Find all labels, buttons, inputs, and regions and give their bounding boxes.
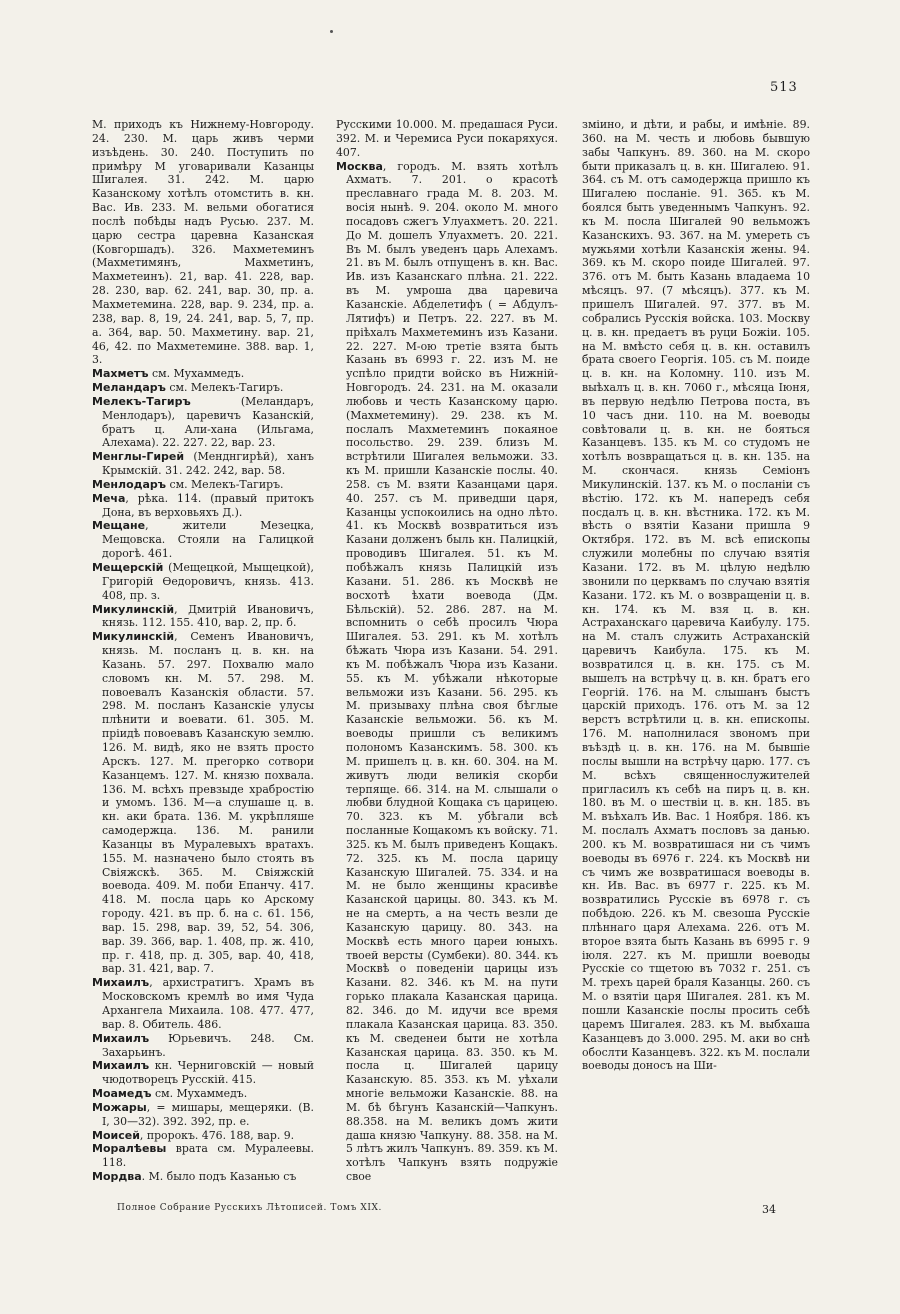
entry-headword: Мордва — [92, 1170, 142, 1184]
index-entry — [336, 118, 558, 160]
page-number: 513 — [770, 80, 798, 95]
index-entry — [92, 118, 314, 367]
index-entry — [92, 1101, 314, 1129]
entry-text: . М. было подъ Казанью съ — [141, 1170, 297, 1184]
entry-text: (Меландаръ, Менлодаръ), царевичъ Казанскій, братъ ц. Али-хана (Ильгама, Алехама). 22. 227. 22, вар. 23. — [102, 394, 314, 450]
index-entry — [336, 160, 558, 1184]
entry-text: Юрьевичъ. 248. См. Захарьинъ. — [102, 1031, 314, 1059]
column-3 — [582, 118, 810, 1198]
entry-headword: Менлодаръ — [92, 477, 167, 491]
entry-headword: Моамедъ — [92, 1087, 152, 1101]
entry-headword: Михаилъ — [92, 1031, 150, 1045]
index-entry — [92, 1142, 314, 1170]
entry-text: см. Мухаммедъ. — [148, 367, 245, 381]
entry-text: , городъ. М. взять хотѣлъ Ахматъ. 7. 201. о красотѣ преславнаго града М. 8. 203. М. восія нынѣ. 9. 204. около М. много посадовъ сжегъ Улуахметъ. 20. 221. До М. дошелъ Улуахметъ. 20. 221. Въ М. былъ уведенъ царь Алехамъ. 21. въ М. былъ отпущенъ в. кн. Вас. Ив. изъ Казанскаго плѣна. 21. 222. въ М. умроша два царевича Казанскіе. Абделетифъ ( = Абдулъ-Лятифъ) и Петръ. 22. 227. въ М. пріѣхалъ Махметеминъ изъ Казани. 22. 227. М-ою третіе взята быть Казань въ 6993 г. 22. изъ М. не успѣло придти войско въ Нижній-Новгородъ. 24. 231. на М. оказали любовь и честь Казанскому царю. (Махметемину). 29. 238. къ М. послалъ Махметеминъ покаяное посольство. 29. 239. близъ М. встрѣтили Шигалея вельможи. 33. къ М. пришли Казанскіе послы. 40. 258. съ М. взяти Казанцами царя. 40. 257. съ М. приведши царя, Казанцы успокоились на одно лѣто. 41. къ Москвѣ возвратиться изъ Казани долженъ быль кн. Палицкій, проводивъ Шигалея. 51. къ М. побѣжалъ князь Палицкій изъ Казани. 51. 286. къ Москвѣ не восхотѣ ѣхати воевода (Дм. Бѣльскій). 52. 286. 287. на М. вспомнить о себѣ просилъ Чюра Шигалея. 53. 291. къ М. хотѣлъ бѣжать Чюра изъ Казани. 54. 291. къ М. побѣжалъ Чюра изъ Казани. 55. къ М. убѣжали нѣкоторые вельможи изъ Казани. 56. 295. къ М. призываху плѣна своя бѣглые Казанскіе вельможи. 56. къ М. воеводы пришли съ великимъ полономъ Казанскимъ. 58. 300. къ М. пришелъ ц. в. кн. 60. 304. на М. живутъ люди великія скорби терпяще. 66. 314. на М. слышали о любви блудной Кощака съ царицею. 70. 323. къ М. убѣгали всѣ посланные Кощакомъ къ войску. 71. 325. къ М. былъ приведенъ Кощакъ. 72. 325. къ М. посла царицу Казанскую Шигалей. 75. 334. и на М. не было женщины красивѣе Казанской царицы. 80. 343. къ М. не на смерть, а на честь везли де Казанскую царицу. 80. 343. на Москвѣ есть много цареи юныхъ. твоей версты (Сумбеки). 80. 344. къ Москвѣ о поведеніи царицы изъ Казани. 82. 346. къ М. на пути горько плакала Казанская царица. 82. 346. до М. идучи все время плакала Казанская царица. 83. 350. къ М. сведенеи быти не хотѣла Казанская царица. 83. 350. къ М. посла ц. Шигалей царицу Казанскую. 85. 353. къ М. уѣхали многіе вельможи Казанскіе. 88. на М. бѣ бѣгунъ Казанскій—Чапкунъ. 88.358. на М. великъ домъ жити даша князю Чапкуну. 88. 358. на М. 5 лѣтъ жилъ Чапкунъ. 89. 359. къ М. хотѣлъ Чапкунъ взять подружіе свое — [346, 159, 558, 1184]
entry-headword: Мещерскій — [92, 561, 164, 574]
entry-text: (Мещецкой, Мыщецкой), Григорій Ѳедоровичъ, князь. 413. 408, пр. з. — [102, 561, 314, 602]
index-entry — [92, 1087, 314, 1101]
entry-headword: Меландаръ — [92, 381, 166, 395]
entry-text: зміино, и дѣти, и рабы, и имѣніе. 89. 360. на М. честь и любовь бывшую забы Чапкунъ. 89. 360. на М. скоро быти приказалъ ц. в. кн. Шигалею. 91. 364. съ М. отъ самодержца пришло къ Шигалею посланіе. 91. 365. къ М. боялся быть уведеннымъ Чапкунъ. 92. къ М. посла Шигалей 90 вельможъ Казанскихъ. 93. 367. на М. умереть съ мужьями хотѣли Казанскія жены. 94. 369. къ М. скоро поиде Шигалей. 97. 376. отъ М. быть Казань владаема 10 мѣсяцъ. 97. (7 мѣсяцъ). 377. къ М. пришелъ Шигалей. 97. 377. въ М. собрались Русскія войска. 103. Москву ц. в. кн. предаетъ въ руци Божіи. 105. на М. вмѣсто себя ц. в. кн. оставилъ брата своего Георгія. 105. съ М. поиде ц. в. кн. на Коломну. 110. изъ М. выѣхалъ ц. в. кн. 7060 г., мѣсяца Іюня, въ первую недѣлю Петрова поста, въ 10 часъ дни. 110. на М. воеводы совѣтовали ц. в. кн. не бояться Казанцевъ. 135. къ М. со студомъ не хотѣлъ возвращаться ц. в. кн. 135. на М. скончася. князь Семіонъ Микулинскій. 137. къ М. о посланіи съ вѣстію. 172. къ М. напередъ себя посдалъ ц. в. кн. вѣстника. 172. къ М. вѣсть о взятіи Казани пришла 9 Октября. 172. въ М. всѣ епископы служили молебны по случаю взятія Казани. 172. въ М. цѣлую недѣлю звонили по церквамъ по случаю взятія Казани. 172. къ М. о возвращеніи ц. в. кн. 174. къ М. взя ц. в. кн. Астраханскаго царевича Каибулу. 175. на М. сталъ служить Астраханскій царевичъ Каибула. 175. къ М. возвратился ц. в. кн. 175. съ М. вышелъ на встрѣчу ц. в. кн. братъ его Георгій. 176. на М. слышанъ быстъ царскій приходъ. 176. отъ М. за 12 верстъ встрѣтили ц. в. кн. епископы. 176. М. наполнилася звономъ при въѣздѣ ц. в. кн. 176. на М. бывшіе послы вышли на встрѣчу царю. 177. съ М. всѣхъ священнослужителей пригласилъ къ себѣ на пиръ ц. в. кн. 180. въ М. о шествіи ц. в. кн. 185. въ М. въѣхалъ Ив. Вас. 1 Ноября. 186. къ М. послалъ Ахматъ пословъ за данью. 200. къ М. возвратишася ни съ чимъ воеводы въ 6976 г. 224. къ Москвѣ ни съ чимъ же возвратишася воеводы в. кн. Ив. Вас. въ 6977 г. 225. къ М. возвратились Русскіе въ 6978 г. съ побѣдою. 226. къ М. свезоша Русскіе плѣннаго царя Алехама. 226. отъ М. второе взята быть Казань въ 6995 г. 9 іюля. 227. къ М. пришли воеводы Русскіе со тщетою въ 7032 г. 251. съ М. трехъ царей браля Казанцы. 260. съ М. о взятіи царя Шигалея. 281. къ М. пошли Казанскіе послы просить себѣ царемъ Шигалея. 283. къ М. выбхаша Казанцевъ до 3.000. 295. М. аки во снѣ обослти Казанцевъ. 322. къ М. послали воеводы доносъ на Ши- — [582, 118, 810, 1073]
index-entry — [92, 381, 314, 395]
entry-text: см. Мелекъ-Тагиръ. — [166, 477, 284, 491]
index-entry — [92, 1032, 314, 1060]
entry-headword: Мещане — [92, 519, 146, 533]
index-entry — [92, 1059, 314, 1087]
index-entry — [92, 603, 314, 631]
index-entry — [92, 492, 314, 520]
entry-text: , жители Мезецка, Мещовска. Стояли на Галицкой дорогѣ. 461. — [102, 519, 314, 561]
paper-speck — [330, 30, 333, 33]
entry-headword: Мелекъ-Тагиръ — [92, 394, 191, 408]
entry-headword: Москва — [336, 159, 383, 173]
column-2 — [336, 118, 558, 1198]
entry-text: М. приходъ къ Нижнему-Новгороду. 24. 230. М. царь живъ черми изъѣдень. 30. 240. Поступить по примѣру М уговаривали Казанцы Шигалея. 31. 242. М. царю Казанскому хотѣлъ отомстить в. кн. Вас. Ив. 233. М. вельми обогатися послѣ побѣды надъ Русью. 237. М. царю сестра царевна Казанская (Ковгоршадъ). 326. Махметеминъ (Махметимянъ, Махметинъ, Махметеинъ). 21, вар. 41. 228, вар. 28. 230, вар. 62. 241, вар. 30, пр. а. Махметемина. 228, вар. 9. 234, пр. а. 238, вар. 8, 19, 24. 241, вар. 5, 7, пр. а. 364, вар. 50. Махметину. вар. 21, 46, 42. по Махметемине. 388. вар. 1, 3. — [92, 118, 314, 367]
entry-text: врата см. Муралеевы. 118. — [102, 1142, 314, 1170]
footer-title: Полное Собрание Русскихъ Лѣтописей. Томъ XIX. — [117, 1203, 382, 1213]
text-columns — [92, 118, 812, 1198]
index-entry — [92, 367, 314, 381]
entry-text: см. Мелекъ-Тагиръ. — [165, 381, 284, 395]
entry-headword: Михаилъ — [92, 976, 150, 990]
index-entry — [92, 478, 314, 492]
entry-headword: Моралѣевы — [92, 1142, 167, 1156]
index-entry — [92, 450, 314, 478]
entry-headword: Моисей — [92, 1128, 140, 1142]
entry-headword: Меча — [92, 491, 126, 505]
entry-text: , = мишары, мещеряки. (В. I, 30—32). 392. 392, пр. е. — [102, 1100, 314, 1128]
index-entry — [92, 976, 314, 1031]
entry-text: кн. Черниговскій — новый чюдотворецъ Русскій. 415. — [102, 1059, 314, 1087]
entry-headword: Можары — [92, 1100, 147, 1114]
entry-text: , пророкъ. 476. 188, вар. 9. — [139, 1128, 295, 1142]
entry-headword: Микулинскій — [92, 602, 175, 616]
index-entry — [92, 630, 314, 976]
index-entry — [92, 561, 314, 603]
entry-text: , Дмитрій Ивановичъ, князь. 112. 155. 410, вар. 2, пр. б. — [102, 602, 314, 630]
entry-headword: Михаилъ — [92, 1059, 150, 1073]
entry-headword: Махметъ — [92, 367, 149, 381]
entry-headword: Менглы-Гирей — [92, 450, 185, 464]
index-entry — [582, 118, 810, 1073]
index-entry — [92, 519, 314, 561]
column-1 — [92, 118, 314, 1198]
entry-text: см. Мухаммедъ. — [151, 1087, 248, 1101]
sheet-number: 34 — [762, 1203, 776, 1216]
index-entry — [92, 1129, 314, 1143]
index-entry — [92, 395, 314, 450]
entry-text: , архистратигъ. Храмъ въ Московскомъ кремлѣ во имя Чуда Архангела Михаила. 108. 477. 477, вар. 8. Обитель. 486. — [102, 976, 314, 1031]
entry-headword: Микулинскій — [92, 630, 175, 644]
index-entry — [92, 1170, 314, 1184]
entry-text: Русскими 10.000. М. предашася Руси. 392. М. и Черемиса Руси покаряхуся. 407. — [336, 118, 558, 159]
entry-text: , Семенъ Ивановичъ, князь. М. посланъ ц. в. кн. на Казань. 57. 297. Похвалю мало словомъ кн. М. 57. 298. М. повоевалъ Казанскія области. 57. 298. М. посланъ Казанскіе улусы плѣнити и воевати. 61. 305. М. пріидѣ повоевавъ Казанскую землю. 126. М. видѣ, яко не взять просто Арскъ. 127. М. прегорко сотвори Казанцемъ. 127. М. князю похвала. 136. М. всѣхъ превзыде храбростію и умомъ. 136. М—а слушаше ц. в. кн. аки брата. 136. М. укрѣпляше самодержца. 136. М. ранили Казанцы въ Муралевыхъ вратахъ. 155. М. назначено было стоять въ Свіяжскѣ. 365. М. Свіяжскій воевода. 409. М. поби Епанчу. 417. 418. М. посла царь ко Арскому городу. 421. въ пр. б. на с. 61. 156, вар. 15. 298, вар. 39, 52, 54. 306, вар. 39. 366, вар. 1. 408, пр. ж. 410, пр. г. 418, пр. д. 305, вар. 40, 418, вар. 31. 421, вар. 7. — [102, 630, 314, 976]
entry-text: , рѣка. 114. (правый притокъ Дона, въ верховьяхъ Д.). — [102, 491, 314, 519]
entry-text: (Менднгирѣй), ханъ Крымскій. 31. 242. 242, вар. 58. — [102, 450, 314, 478]
